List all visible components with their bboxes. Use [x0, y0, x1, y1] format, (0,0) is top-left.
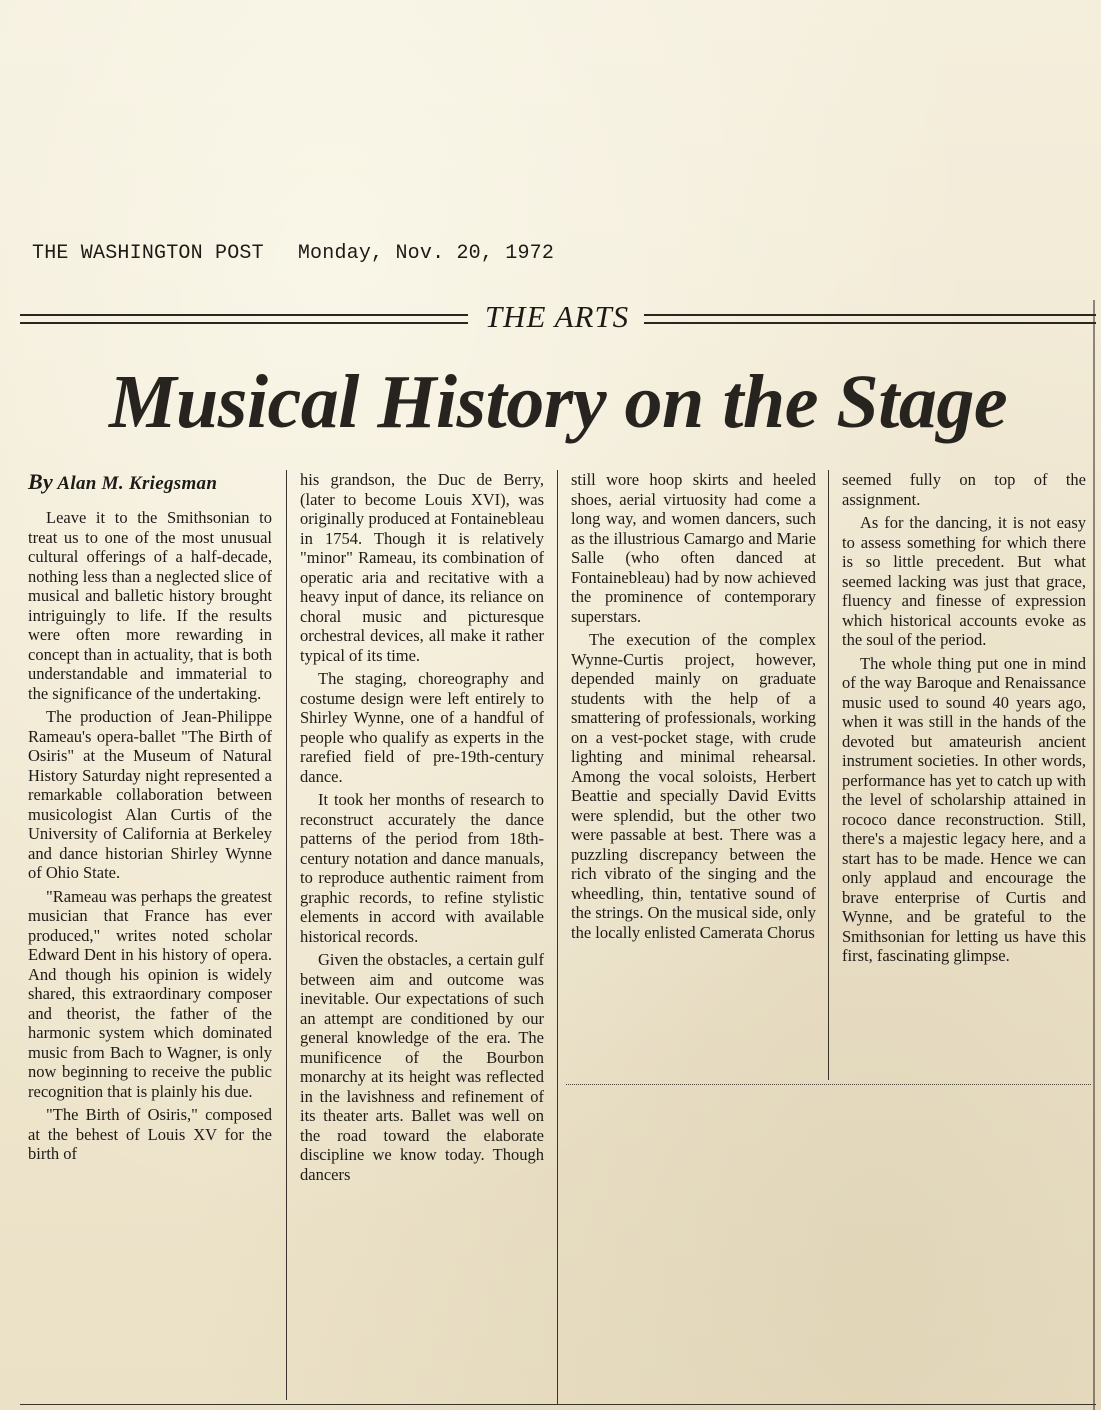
byline-prefix: By	[28, 469, 54, 494]
column-rule	[286, 470, 287, 1400]
paragraph: The whole thing put one in mind of the way Baroque and Renaissance music used to sound 40 years ago, when it was still in the hands of the devoted but amateurish ancient instrument societies. In other words, performance has yet to catch up with the level of scholarship attained in rococo dance reconstruction. Still, there's a majestic legacy here, and a start has to be made. Hence we can only applaud and encourage the brave enterprise of Curtis and Wynne, and be grateful to the Smithsonian for letting us have this first, fascinating glimpse.	[842, 653, 1086, 965]
dateline	[32, 242, 732, 265]
paragraph: "The Birth of Osiris," composed at the behest of Louis XV for the birth of	[28, 1105, 272, 1163]
clipping-edge	[1093, 300, 1095, 1410]
paragraph: Given the obstacles, a certain gulf between aim and outcome was inevitable. Our expectations of such an attempt are conditioned by our general knowledge of the era. The munificence of the Bourbon monarchy at its height was reflected in the lavishness and refinement of its theater arts. Ballet was well on the road toward the elaborate discipline we know today. Though dancers	[300, 950, 544, 1184]
article-end-rule	[566, 1084, 1091, 1085]
blank-space	[566, 1090, 1091, 1400]
column-rule	[557, 470, 558, 1405]
article-headline: Musical History on the Stage	[108, 360, 1008, 444]
byline	[28, 470, 272, 496]
paragraph: As for the dancing, it is not easy to assess something for which there is so little precedent. But what seemed lacking was just that grace, fluency and finesse of expression which historical accounts evoke as the soul of the period.	[842, 513, 1086, 649]
article-column-1	[28, 470, 272, 1164]
byline-author: Alan M. Kriegsman	[57, 473, 218, 494]
newspaper-name: THE WASHINGTON POST	[32, 242, 264, 265]
article-column-2	[300, 470, 544, 1184]
paragraph: It took her months of research to reconstruct accurately the dance patterns of the period from 18th-century notation and dance manuals, to reproduce authentic raiment from graphic records, to refine stylistic elements in accord with available historical records.	[300, 790, 544, 946]
section-header	[20, 300, 1096, 334]
paragraph: The execution of the complex Wynne-Curtis project, however, depended mainly on graduate students with the help of a smattering of professionals, working on a vest-pocket stage, with crude lighting and minimal rehearsal. Among the vocal soloists, Herbert Beattie and specially David Evitts were splendid, but the other two were passable at best. There was a puzzling discrepancy between the rich vibrato of the singing and the wheedling, thin, tentative sound of the strings. On the musical side, only the locally enlisted Camerata Chorus	[571, 630, 816, 942]
bottom-rule	[20, 1404, 1096, 1405]
publication-date: Monday, Nov. 20, 1972	[297, 242, 555, 265]
paragraph: "Rameau was perhaps the greatest musician that France has ever produced," writes noted scholar Edward Dent in his history of opera. And though his opinion is widely shared, this extraordinary composer and theorist, the father of the harmonic system which dominated music from Bach to Wagner, is only now beginning to receive the public recognition that is plainly his due.	[28, 886, 272, 1101]
article-column-4	[842, 470, 1086, 966]
paragraph: seemed fully on top of the assignment.	[842, 470, 1086, 509]
paragraph: still wore hoop skirts and heeled shoes, aerial virtuosity had come a long way, and women dancers, such as the illustrious Camargo and Marie Salle (who often danced at Fontainebleau) had by now achieved the prominence of contemporary superstars.	[571, 470, 816, 626]
article-column-3	[571, 470, 816, 942]
section-rule-left	[20, 314, 468, 324]
column-rule	[828, 470, 829, 1080]
section-rule-right	[644, 314, 1096, 324]
paragraph: Leave it to the Smithsonian to treat us to one of the most unusual cultural offerings of a half-decade, nothing less than a neglected slice of musical and balletic history brought intriguingly to life. If the results were often more rewarding in concept than in actuality, that is both understandable and immaterial to the significance of the undertaking.	[28, 508, 272, 703]
paragraph: The staging, choreography and costume design were left entirely to Shirley Wynne, one of a handful of people who qualify as experts in the rarefied field of pre-19th-century dance.	[300, 669, 544, 786]
section-label: THE ARTS	[484, 299, 630, 334]
paragraph: The production of Jean-Philippe Rameau's opera-ballet "The Birth of Osiris" at the Museum of Natural History Saturday night represented a remarkable collaboration between musicologist Alan Curtis of the University of California at Berkeley and dance historian Shirley Wynne of Ohio State.	[28, 707, 272, 882]
paragraph: his grandson, the Duc de Berry, (later to become Louis XVI), was originally produced at Fontainebleau in 1754. Though it is relatively "minor" Rameau, its combination of operatic aria and recitative with a heavy input of dance, its reliance on choral music and picturesque orchestral devices, all make it rather typical of its time.	[300, 470, 544, 665]
